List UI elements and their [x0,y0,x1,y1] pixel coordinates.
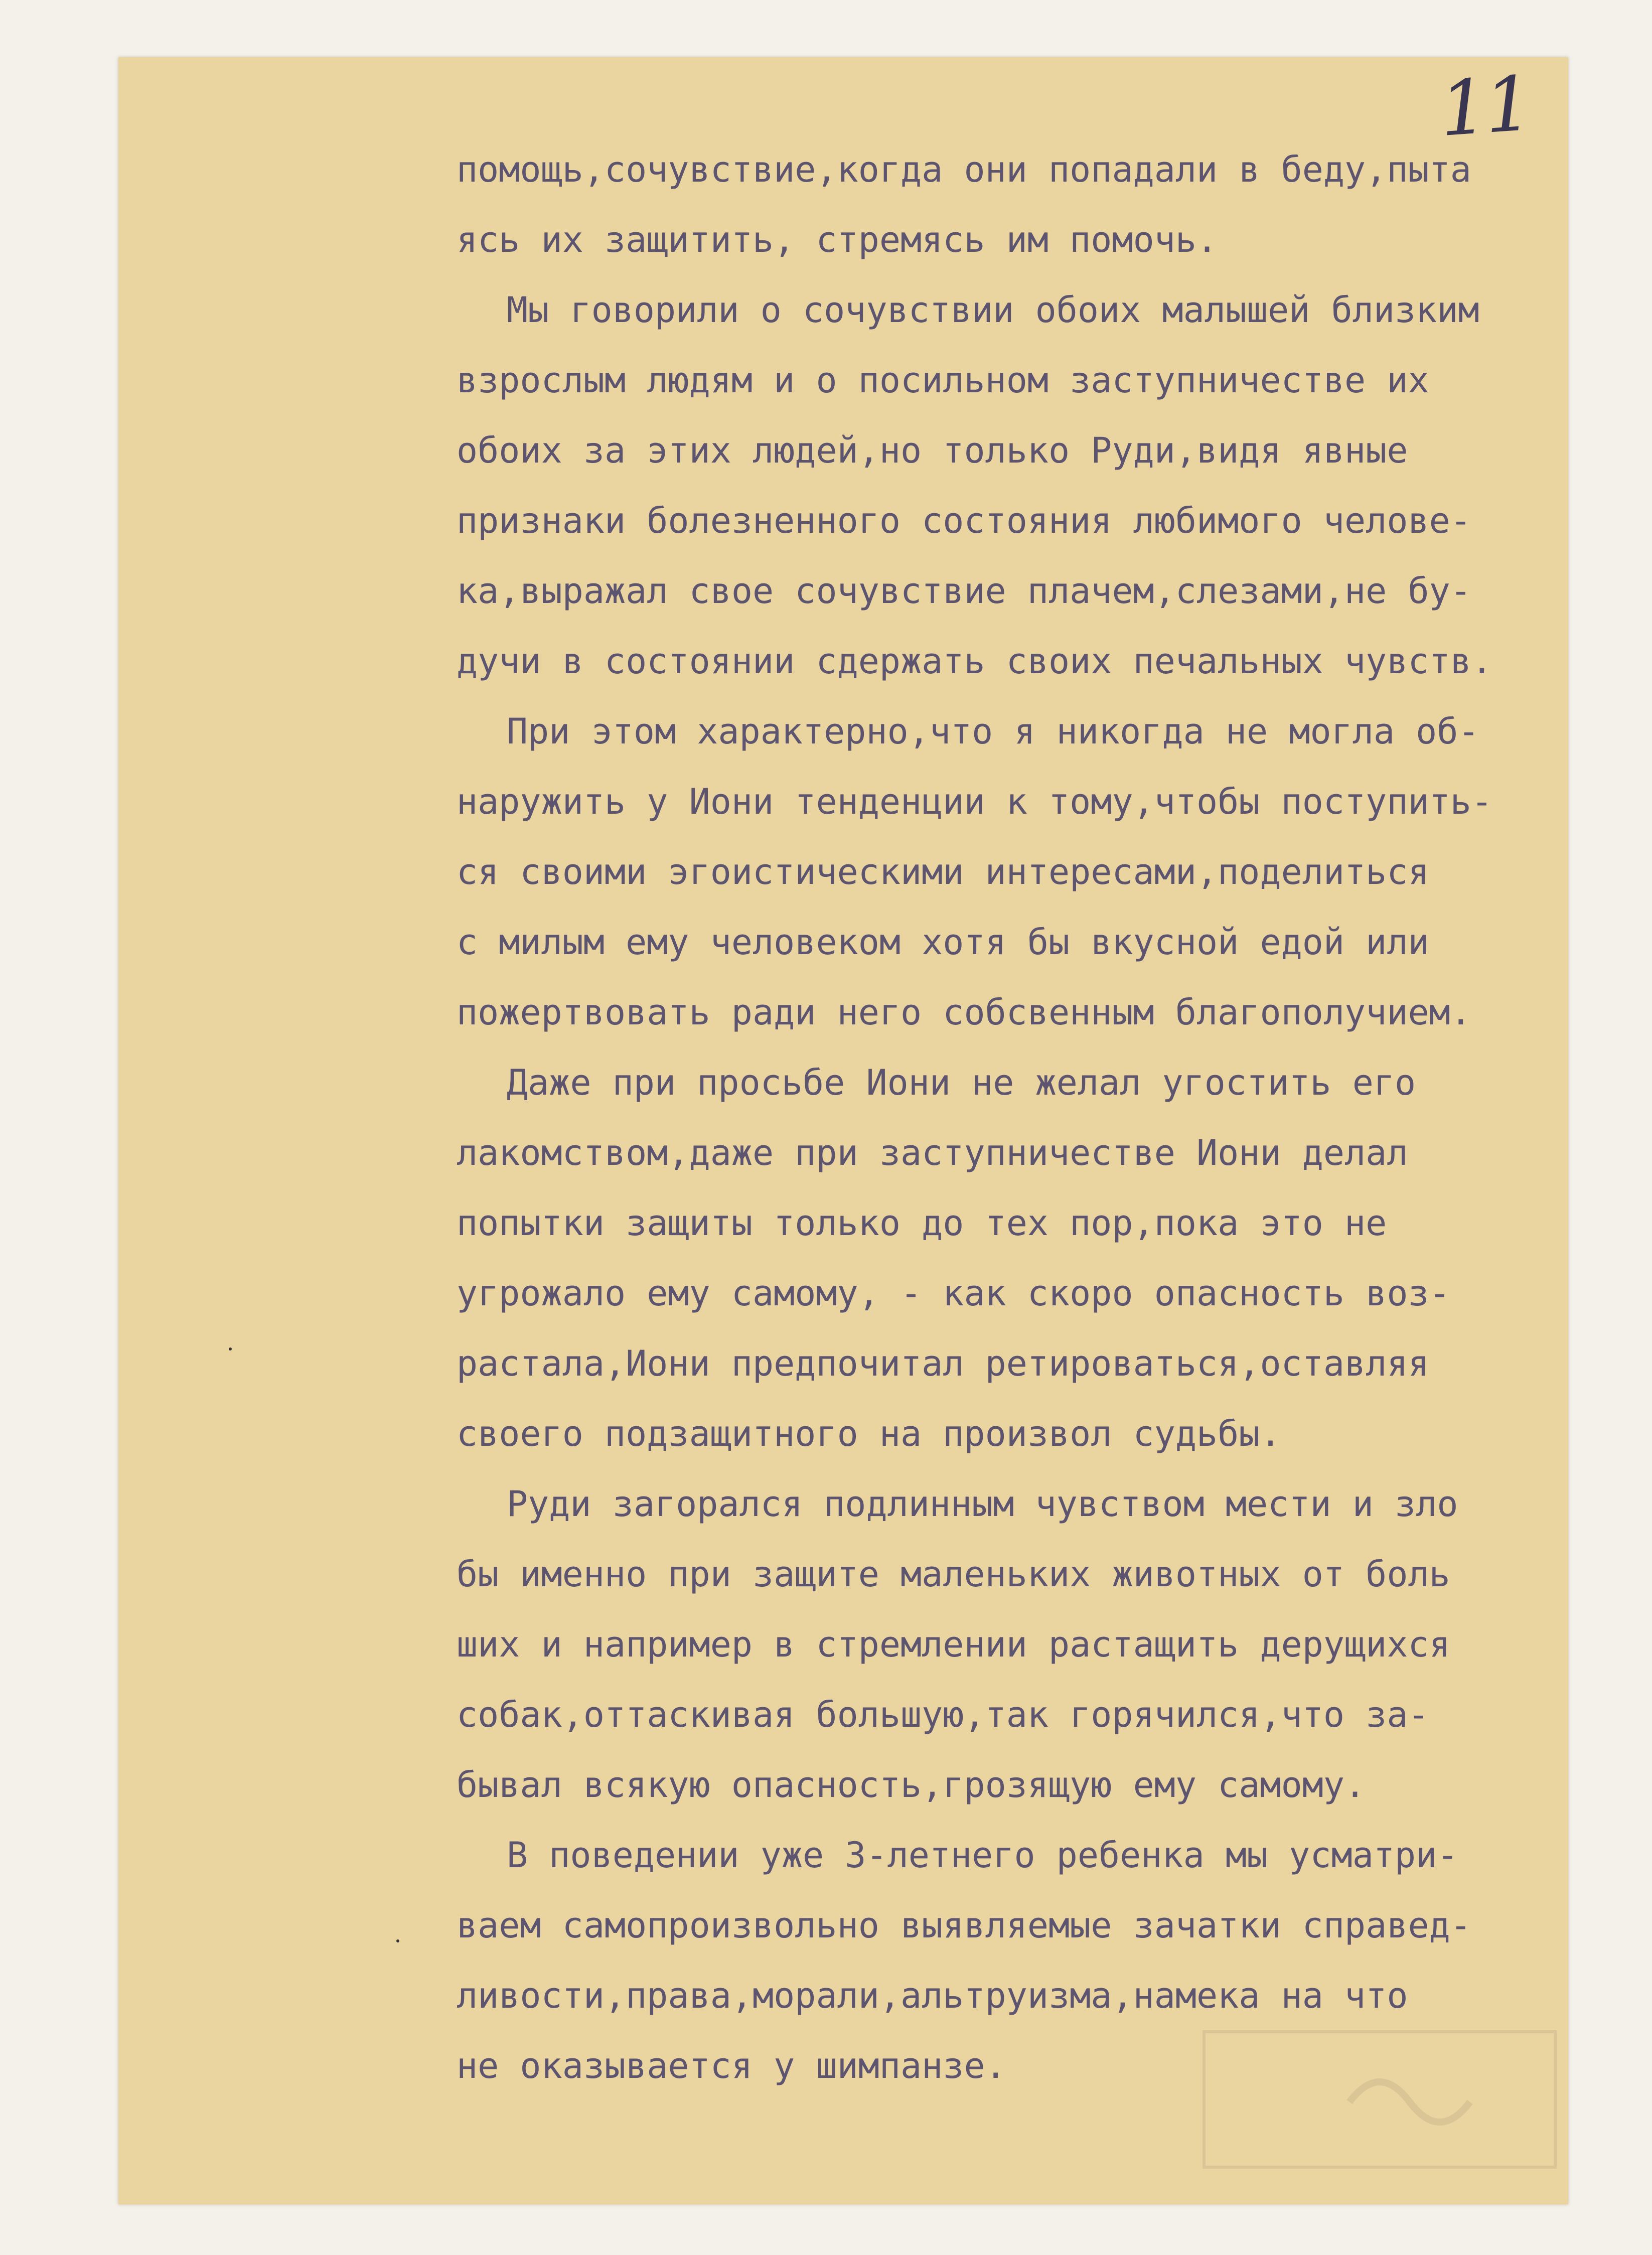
text-line: обоих за этих людей,но только Руди,видя явные [457,430,1408,471]
text-line: дучи в состоянии сдержать своих печальных чувств. [457,641,1493,682]
text-line: ваем самопроизвольно выявляемые зачатки справед- [457,1905,1471,1946]
page-number: 11 [1437,60,1533,154]
text-line: бы именно при защите маленьких животных от боль [457,1554,1450,1595]
text-line: своего подзащитного на произвол судьбы. [457,1413,1281,1454]
text-line: ливости,права,морали,альтруизма,намека на что [457,1975,1408,2016]
margin-dot [229,1347,232,1350]
text-line: растала,Иони предпочитал ретироваться,оставляя [457,1343,1429,1384]
paragraph [457,1469,1550,1820]
text-line: ка,выражал свое сочувствие плачем,слезами,не бу- [457,570,1471,612]
faded-stamp [1199,2027,1560,2172]
text-line: Руди загорался подлинным чувством мести и зло [507,1483,1458,1525]
typed-text [457,134,1550,2101]
paragraph [457,275,1550,696]
text-line: угрожало ему самому, - как скоро опасность воз- [457,1273,1450,1314]
text-line: В поведении уже 3-летнего ребенка мы усматри- [507,1835,1458,1876]
text-line: ших и например в стремлении растащить дерущихся [457,1624,1450,1665]
text-line: лакомством,даже при заступничестве Иони делал [457,1132,1408,1173]
text-line: взрослым людям и о посильном заступничестве их [457,360,1429,401]
text-line: попытки защиты только до тех пор,пока это не [457,1202,1387,1244]
text-line: При этом характерно,что я никогда не могла об- [507,711,1479,752]
text-line: Даже при просьбе Иони не желал угостить его [507,1062,1416,1103]
text-line: бывал всякую опасность,грозящую ему самому. [457,1764,1366,1806]
text-line: не оказывается у шимпанзе. [457,2045,1006,2086]
stamp-mark [1199,2027,1560,2172]
paragraph [457,696,1550,1047]
text-line: собак,оттаскивая большую,так горячился,что за- [457,1694,1429,1735]
text-line: с милым ему человеком хотя бы вкусной едой или [457,922,1429,963]
paragraph [457,1047,1550,1469]
text-line: пожертвовать ради него собсвенным благополучием. [457,992,1471,1033]
text-line: признаки болезненного состояния любимого челове- [457,500,1471,541]
text-line: помощь,сочувствие,когда они попадали в беду,пыта [457,149,1471,190]
text-line: наружить у Иони тенденции к тому,чтобы поступить- [457,781,1493,822]
text-line: Мы говорили о сочувствии обоих малышей близким [507,289,1479,331]
text-line: ясь их защитить, стремясь им помочь. [457,219,1218,260]
paragraph [457,134,1550,275]
margin-dot [396,1939,399,1942]
text-line: ся своими эгоистическими интересами,поделиться [457,851,1429,892]
